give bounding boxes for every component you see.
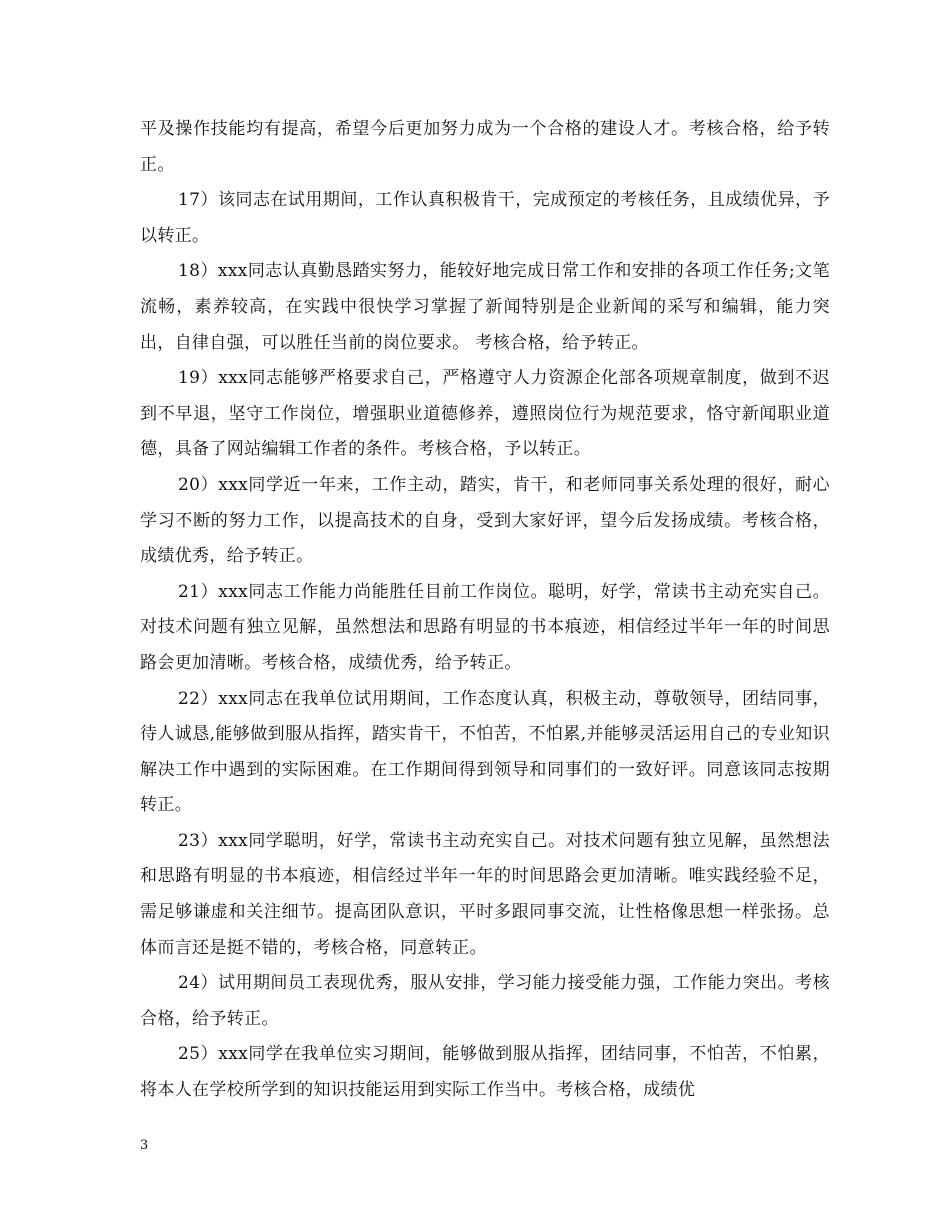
paragraph-item-18: 18）xxx同志认真勤恳踏实努力，能较好地完成日常工作和安排的各项工作任务;文笔流畅，素养较高，在实践中很快学习掌握了新闻特别是企业新闻的采写和编辑，能力突出，自律自强，可以胜任当前的岗位要求。 考核合格，给予转正。 xyxy=(140,261,830,353)
paragraph-item-25: 25）xxx同学在我单位实习期间，能够做到服从指挥，团结同事，不怕苦，不怕累，将本人在学校所学到的知识技能运用到实际工作当中。考核合格，成绩优 xyxy=(140,1044,830,1101)
paragraph-item-24: 24）试用期间员工表现优秀，服从安排，学习能力接受能力强，工作能力突出。考核合格，给予转正。 xyxy=(140,973,830,1029)
paragraph-item-17: 17）该同志在试用期间，工作认真积极肯干，完成预定的考核任务，且成绩优异，予以转正。 xyxy=(140,190,830,246)
body-text xyxy=(140,112,830,1109)
paragraph-continuation: 平及操作技能均有提高，希望今后更加努力成为一个合格的建设人才。考核合格，给予转正。 xyxy=(140,119,830,175)
page-number: 3 xyxy=(140,1138,149,1153)
paragraph-item-23: 23）xxx同学聪明，好学，常读书主动充实自己。对技术问题有独立见解，虽然想法和思路有明显的书本痕迹，相信经过半年一年的时间思路会更加清晰。唯实践经验不足，需足够谦虚和关注细节。提高团队意识，平时多跟同事交流，让性格像思想一样张扬。总体而言还是挺不错的，考核合格，同意转正。 xyxy=(140,830,830,958)
paragraph-item-21: 21）xxx同志工作能力尚能胜任目前工作岗位。聪明，好学，常读书主动充实自己。对技术问题有独立见解，虽然想法和思路有明显的书本痕迹，相信经过半年一年的时间思路会更加清晰。考核合格，成绩优秀，给予转正。 xyxy=(140,581,830,673)
paragraph-item-22: 22）xxx同志在我单位试用期间，工作态度认真，积极主动，尊敬领导，团结同事，待人诚恳,能够做到服从指挥，踏实肯干，不怕苦，不怕累,并能够灵活运用自己的专业知识解决工作中遇到的实际困难。在工作期间得到领导和同事们的一致好评。同意该同志按期转正。 xyxy=(140,688,830,816)
paragraph-item-19: 19）xxx同志能够严格要求自己，严格遵守人力资源企化部各项规章制度，做到不迟到不早退，坚守工作岗位，增强职业道德修养，遵照岗位行为规范要求，恪守新闻职业道德，具备了网站编辑工作者的条件。考核合格，予以转正。 xyxy=(140,368,830,460)
paragraph-item-20: 20）xxx同学近一年来，工作主动，踏实，肯干，和老师同事关系处理的很好，耐心学习不断的努力工作，以提高技术的自身，受到大家好评，望今后发扬成绩。考核合格，成绩优秀，给予转正。 xyxy=(140,474,830,567)
